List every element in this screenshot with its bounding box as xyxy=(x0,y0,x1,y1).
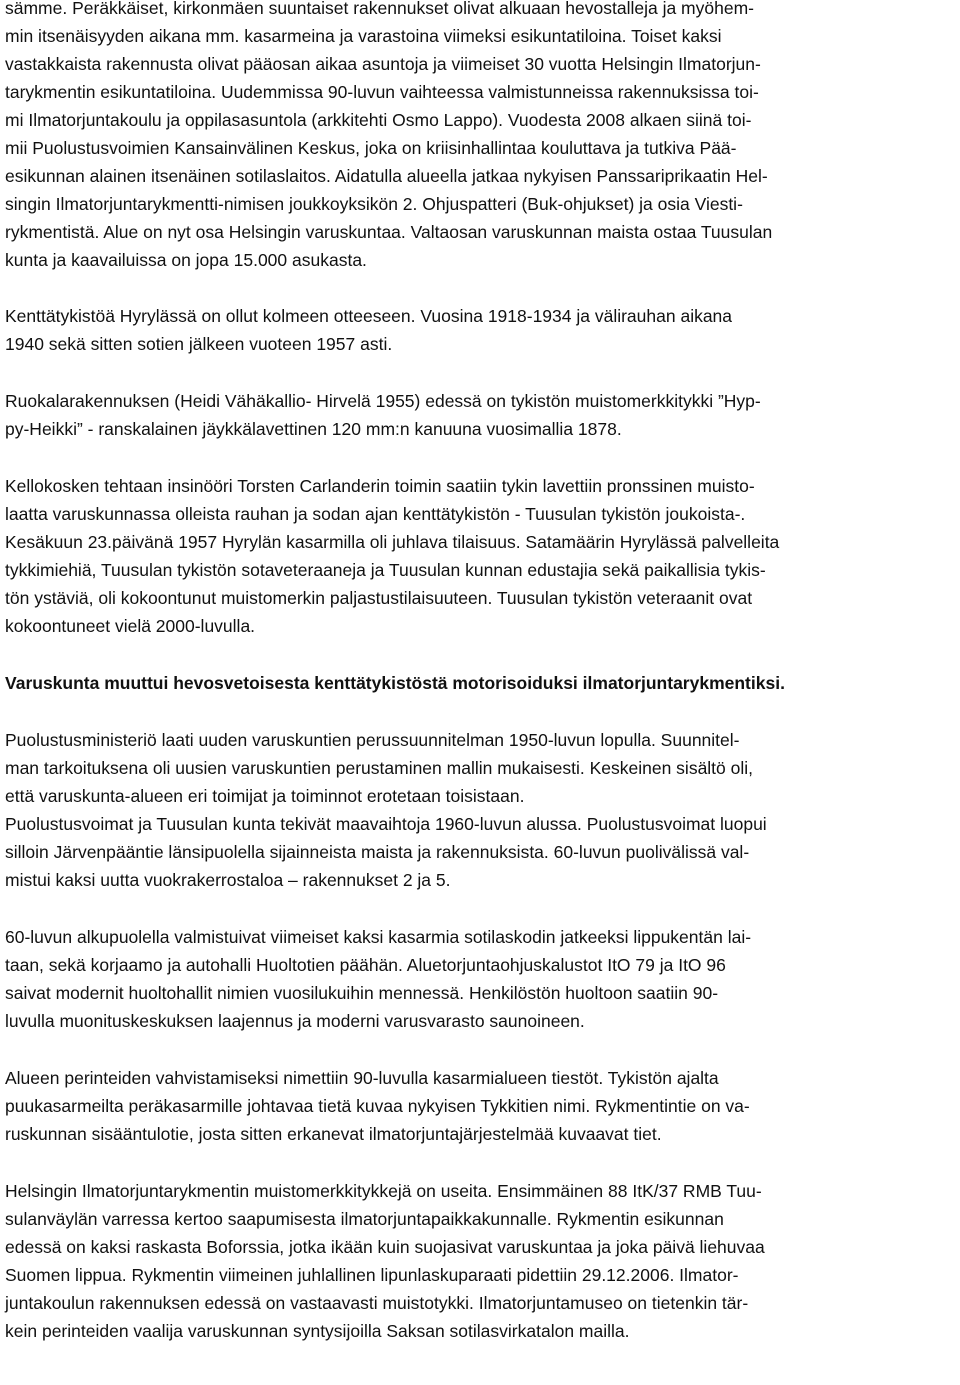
text-line: laatta varuskunnassa olleista rauhan ja sodan ajan kenttätykistön - Tuusulan tykistön joukoista-. xyxy=(5,504,746,524)
text-line: man tarkoituksena oli uusien varuskuntien perustaminen mallin mukaisesti. Keskeinen sisältö oli, xyxy=(5,758,754,778)
text-line: kunta ja kaavailuissa on jopa 15.000 asukasta. xyxy=(5,250,367,270)
text-line: sulanväylän varressa kertoo saapumisesta ilmatorjuntapaikkakunnalle. Rykmentin esikunnan xyxy=(5,1209,724,1229)
text-line: Suomen lippua. Rykmentin viimeinen juhlallinen lipunlaskuparaati pidettiin 29.12.2006. Ilmator- xyxy=(5,1265,739,1285)
text-line: että varuskunta-alueen eri toimijat ja toiminnot erotetaan toisistaan. xyxy=(5,786,525,806)
text-line: ruskunnan sisääntulotie, josta sitten erkanevat ilmatorjuntajärjestelmää kuvaavat tiet. xyxy=(5,1124,662,1144)
text-line: luvulla muonituskeskuksen laajennus ja moderni varusvarasto saunoineen. xyxy=(5,1011,585,1031)
text-line: saivat modernit huoltohallit nimien vuosilukuihin mennessä. Henkilöstön huoltoon saatiin 90- xyxy=(5,983,719,1003)
text-line: Ruokalarakennuksen (Heidi Vähäkallio- Hirvelä 1955) edessä on tykistön muistomerkkitykki ”Hyp- xyxy=(5,391,761,411)
text-line: mistui kaksi uutta vuokrakerrostaloa – rakennukset 2 ja 5. xyxy=(5,870,451,890)
text-line: tykkimiehiä, Tuusulan tykistön sotaveteraaneja ja Tuusulan kunnan edustajia sekä paikallisia tykis- xyxy=(5,560,766,580)
text-line: Helsingin Ilmatorjuntarykmentin muistomerkkitykkejä on useita. Ensimmäinen 88 ItK/37 RMB Tuu- xyxy=(5,1181,762,1201)
text-line: tön ystäviä, oli kokoontunut muistomerkin paljastustilaisuuteen. Tuusulan tykistön veteraanit ovat xyxy=(5,588,753,608)
text-line: Kellokosken tehtaan insinööri Torsten Carlanderin toimin saatiin tykin lavettiin pronssinen muisto- xyxy=(5,476,755,496)
text-line: taan, sekä korjaamo ja autohalli Huoltotien päähän. Aluetorjuntaohjuskalustot ItO 79 ja ItO 96 xyxy=(5,955,726,975)
text-line: sämme. Peräkkäiset, kirkonmäen suuntaiset rakennukset olivat alkuaan hevostalleja ja myöhem- xyxy=(5,0,754,18)
text-line: 1940 sekä sitten sotien jälkeen vuoteen 1957 asti. xyxy=(5,334,393,354)
text-line: mii Puolustusvoimien Kansainvälinen Keskus, joka on kriisinhallintaa kouluttava ja tutkiva Pää- xyxy=(5,138,737,158)
text-line: tarykmentin esikuntatiloina. Uudemmissa 90-luvun vaihteessa valmistunneissa rakennuksissa toi- xyxy=(5,82,759,102)
text-line: py-Heikki” - ranskalainen jäykkälavettinen 120 mm:n kanuuna vuosimallia 1878. xyxy=(5,419,622,439)
section-heading: Varuskunta muuttui hevosvetoisesta kenttätykistöstä motorisoiduksi ilmatorjuntarykmentiksi. xyxy=(5,673,785,693)
document-page xyxy=(5,0,955,1385)
text-line: Puolustusvoimat ja Tuusulan kunta tekivät maavaihtoja 1960-luvun alussa. Puolustusvoimat luopui xyxy=(5,814,767,834)
text-line: kokoontuneet vielä 2000-luvulla. xyxy=(5,616,256,636)
text-line: esikunnan alainen itsenäinen sotilaslaitos. Aidatulla alueella jatkaa nykyisen Panssariprikaatin Hel- xyxy=(5,166,768,186)
text-line: rykmentistä. Alue on nyt osa Helsingin varuskuntaa. Valtaosan varuskunnan maista ostaa Tuusulan xyxy=(5,222,773,242)
text-line: vastakkaista rakennusta olivat pääosan aikaa asuntoja ja viimeiset 30 vuotta Helsingin Ilmatorjun- xyxy=(5,54,761,74)
text-line: Puolustusministeriö laati uuden varuskuntien perussuunnitelman 1950-luvun lopulla. Suunnitel- xyxy=(5,730,740,750)
text-line: Kenttätykistöä Hyrylässä on ollut kolmeen otteeseen. Vuosina 1918-1934 ja välirauhan aikana xyxy=(5,306,733,326)
text-line: min itsenäisyyden aikana mm. kasarmeina ja varastoina viimeksi esikuntatiloina. Toiset kaksi xyxy=(5,26,722,46)
text-line: puukasarmeilta peräkasarmille johtavaa tietä kuvaa nykyisen Tykkitien nimi. Rykmentintie on va- xyxy=(5,1096,750,1116)
text-line: singin Ilmatorjuntarykmentti-nimisen joukkoyksikön 2. Ohjuspatteri (Buk-ohjukset) ja osia Viesti- xyxy=(5,194,743,214)
text-line: edessä on kaksi raskasta Boforssia, jotka ikään kuin suojasivat varuskuntaa ja joka päivä liehuvaa xyxy=(5,1237,765,1257)
text-line: Kesäkuun 23.päivänä 1957 Hyrylän kasarmilla oli juhlava tilaisuus. Satamäärin Hyrylässä palvelleita xyxy=(5,532,780,552)
text-line: silloin Järvenpääntie länsipuolella sijainneista maista ja rakennuksista. 60-luvun puolivälissä val- xyxy=(5,842,750,862)
text-line: 60-luvun alkupuolella valmistuivat viimeiset kaksi kasarmia sotilaskodin jatkeeksi lippukentän lai- xyxy=(5,927,752,947)
text-line: Alueen perinteiden vahvistamiseksi nimettiin 90-luvulla kasarmialueen tiestöt. Tykistön ajalta xyxy=(5,1068,719,1088)
text-line: kein perinteiden vaalija varuskunnan syntysijoilla Saksan sotilasvirkatalon mailla. xyxy=(5,1321,630,1341)
text-line: juntakoulun rakennuksen edessä on vastaavasti muistotykki. Ilmatorjuntamuseo on tietenkin tär- xyxy=(5,1293,749,1313)
text-line: mi Ilmatorjuntakoulu ja oppilasasuntola (arkkitehti Osmo Lappo). Vuodesta 2008 alkaen siinä toi- xyxy=(5,110,752,130)
